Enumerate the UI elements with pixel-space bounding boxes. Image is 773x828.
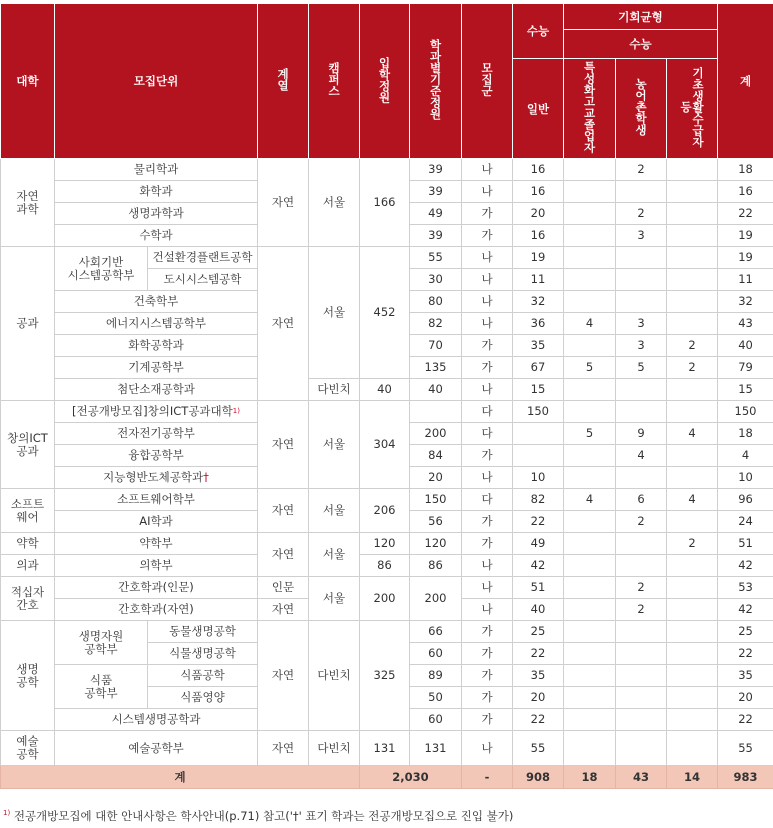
total-cell: 16 bbox=[718, 181, 773, 203]
campus-cell: 서울 bbox=[309, 533, 360, 577]
farming-cell: 2 bbox=[616, 511, 667, 533]
campus-cell: 서울 bbox=[309, 577, 360, 621]
dept-quota-cell: 55 bbox=[410, 247, 462, 269]
total-cell: 4 bbox=[718, 445, 773, 467]
total-cell: 18 bbox=[718, 159, 773, 181]
parent-unit: 사회기반 시스템공학부 bbox=[55, 247, 148, 291]
group-cell: 나 bbox=[462, 555, 513, 577]
unit-name: 간호학과(자연) bbox=[55, 599, 258, 621]
header-college: 대학 bbox=[1, 4, 55, 159]
quota-cell: 325 bbox=[360, 621, 410, 731]
table-row bbox=[1, 159, 773, 181]
quota-cell: 200 bbox=[360, 577, 410, 621]
campus-cell: 서울 bbox=[309, 489, 360, 533]
special-cell bbox=[564, 445, 616, 467]
table-row bbox=[1, 533, 773, 555]
header-unit: 모집단위 bbox=[55, 4, 258, 159]
unit-name: 융합공학부 bbox=[55, 445, 258, 467]
farming-cell bbox=[616, 401, 667, 423]
unit-name: 첨단소재공학과 bbox=[55, 379, 258, 401]
dept-quota-cell: 60 bbox=[410, 709, 462, 731]
table-row bbox=[1, 379, 773, 401]
general-cell: 49 bbox=[513, 533, 564, 555]
general-cell: 55 bbox=[513, 731, 564, 766]
total-label: 계 bbox=[1, 766, 360, 789]
group-cell: 나 bbox=[462, 467, 513, 489]
unit-name: 동물생명공학 bbox=[148, 621, 258, 643]
header-farming: 농어촌학생 bbox=[616, 59, 667, 159]
dept-quota-cell: 80 bbox=[410, 291, 462, 313]
total-special: 18 bbox=[564, 766, 616, 789]
basic-living-cell bbox=[667, 665, 718, 687]
dept-quota-cell: 60 bbox=[410, 643, 462, 665]
unit-name: 소프트웨어학부 bbox=[55, 489, 258, 511]
general-cell: 22 bbox=[513, 511, 564, 533]
unit-name: 화학과 bbox=[55, 181, 258, 203]
special-cell bbox=[564, 181, 616, 203]
group-cell: 가 bbox=[462, 533, 513, 555]
total-cell: 35 bbox=[718, 665, 773, 687]
total-cell: 32 bbox=[718, 291, 773, 313]
dept-quota-cell: 86 bbox=[410, 555, 462, 577]
group-cell: 가 bbox=[462, 511, 513, 533]
special-cell bbox=[564, 379, 616, 401]
group-cell: 가 bbox=[462, 225, 513, 247]
farming-cell bbox=[616, 247, 667, 269]
special-cell bbox=[564, 599, 616, 621]
basic-living-cell bbox=[667, 203, 718, 225]
general-cell: 36 bbox=[513, 313, 564, 335]
table-row bbox=[1, 247, 773, 269]
group-cell: 나 bbox=[462, 291, 513, 313]
group-cell: 나 bbox=[462, 577, 513, 599]
general-cell bbox=[513, 445, 564, 467]
farming-cell: 5 bbox=[616, 357, 667, 379]
dept-quota-cell: 39 bbox=[410, 225, 462, 247]
basic-living-cell bbox=[667, 555, 718, 577]
farming-cell bbox=[616, 269, 667, 291]
general-cell: 40 bbox=[513, 599, 564, 621]
basic-living-cell bbox=[667, 181, 718, 203]
farming-cell: 2 bbox=[616, 203, 667, 225]
unit-name: 간호학과(인문) bbox=[55, 577, 258, 599]
special-cell bbox=[564, 709, 616, 731]
quota-cell: 206 bbox=[360, 489, 410, 533]
farming-cell: 6 bbox=[616, 489, 667, 511]
basic-living-cell: 4 bbox=[667, 489, 718, 511]
farming-cell bbox=[616, 621, 667, 643]
college-name: 약학 bbox=[1, 533, 55, 555]
unit-name: 약학부 bbox=[55, 533, 258, 555]
general-cell: 51 bbox=[513, 577, 564, 599]
farming-cell bbox=[616, 291, 667, 313]
table-row bbox=[1, 731, 773, 766]
total-cell: 18 bbox=[718, 423, 773, 445]
farming-cell: 3 bbox=[616, 313, 667, 335]
general-cell: 20 bbox=[513, 687, 564, 709]
total-cell: 22 bbox=[718, 643, 773, 665]
special-cell bbox=[564, 621, 616, 643]
farming-cell bbox=[616, 731, 667, 766]
general-cell: 150 bbox=[513, 401, 564, 423]
table-row bbox=[1, 401, 773, 423]
unit-name: 수학과 bbox=[55, 225, 258, 247]
dept-quota-cell bbox=[410, 401, 462, 423]
special-cell bbox=[564, 291, 616, 313]
general-cell: 19 bbox=[513, 247, 564, 269]
group-cell: 나 bbox=[462, 159, 513, 181]
basic-living-cell bbox=[667, 445, 718, 467]
dept-quota-cell: 131 bbox=[410, 731, 462, 766]
general-cell: 42 bbox=[513, 555, 564, 577]
basic-living-cell bbox=[667, 313, 718, 335]
group-cell: 나 bbox=[462, 181, 513, 203]
general-cell: 22 bbox=[513, 709, 564, 731]
basic-living-cell bbox=[667, 269, 718, 291]
college-name: 소프트 웨어 bbox=[1, 489, 55, 533]
header-total: 계 bbox=[718, 4, 773, 159]
unit-name: 식물생명공학 bbox=[148, 643, 258, 665]
group-cell: 가 bbox=[462, 621, 513, 643]
special-cell bbox=[564, 247, 616, 269]
total-cell: 42 bbox=[718, 555, 773, 577]
basic-living-cell bbox=[667, 467, 718, 489]
special-cell: 5 bbox=[564, 423, 616, 445]
track-cell: 자연 bbox=[258, 489, 309, 533]
total-cell: 150 bbox=[718, 401, 773, 423]
header-campus: 캠퍼스 bbox=[309, 4, 360, 159]
group-cell: 가 bbox=[462, 665, 513, 687]
total-cell: 10 bbox=[718, 467, 773, 489]
group-cell: 나 bbox=[462, 269, 513, 291]
group-cell: 다 bbox=[462, 423, 513, 445]
general-cell: 67 bbox=[513, 357, 564, 379]
farming-cell: 2 bbox=[616, 599, 667, 621]
farming-cell: 4 bbox=[616, 445, 667, 467]
basic-living-cell bbox=[667, 731, 718, 766]
track-cell: 자연 bbox=[258, 599, 309, 621]
total-cell: 55 bbox=[718, 731, 773, 766]
total-farming: 43 bbox=[616, 766, 667, 789]
header-group: 모집군 bbox=[462, 4, 513, 159]
group-cell: 가 bbox=[462, 687, 513, 709]
special-cell bbox=[564, 335, 616, 357]
quota-cell: 86 bbox=[360, 555, 410, 577]
general-cell: 22 bbox=[513, 643, 564, 665]
unit-name: 물리학과 bbox=[55, 159, 258, 181]
basic-living-cell bbox=[667, 159, 718, 181]
header-suneung: 수능 bbox=[513, 4, 564, 59]
special-cell bbox=[564, 555, 616, 577]
total-basic-living: 14 bbox=[667, 766, 718, 789]
table-row bbox=[1, 555, 773, 577]
group-cell: 가 bbox=[462, 203, 513, 225]
college-name: 의과 bbox=[1, 555, 55, 577]
quota-cell: 120 bbox=[360, 533, 410, 555]
group-cell: 나 bbox=[462, 599, 513, 621]
general-cell: 15 bbox=[513, 379, 564, 401]
total-cell: 15 bbox=[718, 379, 773, 401]
special-cell bbox=[564, 511, 616, 533]
unit-name: 기계공학부 bbox=[55, 357, 258, 379]
farming-cell bbox=[616, 379, 667, 401]
track-cell: 자연 bbox=[258, 533, 309, 577]
unit-name: 식품영양 bbox=[148, 687, 258, 709]
unit-name: 의학부 bbox=[55, 555, 258, 577]
unit-name: 에너지시스템공학부 bbox=[55, 313, 258, 335]
college-name: 예술 공학 bbox=[1, 731, 55, 766]
basic-living-cell bbox=[667, 247, 718, 269]
campus-cell: 서울 bbox=[309, 247, 360, 379]
parent-unit: 생명자원 공학부 bbox=[55, 621, 148, 665]
farming-cell: 9 bbox=[616, 423, 667, 445]
group-cell: 다 bbox=[462, 489, 513, 511]
footnote bbox=[3, 808, 513, 824]
special-cell bbox=[564, 225, 616, 247]
farming-cell: 2 bbox=[616, 577, 667, 599]
total-cell: 20 bbox=[718, 687, 773, 709]
unit-name: 건축학부 bbox=[55, 291, 258, 313]
header-special-vocational: 특성화고교졸업자 bbox=[564, 59, 616, 159]
college-name: 창의ICT 공과 bbox=[1, 401, 55, 489]
basic-living-cell: 2 bbox=[667, 335, 718, 357]
basic-living-cell bbox=[667, 511, 718, 533]
group-cell: 나 bbox=[462, 379, 513, 401]
general-cell: 20 bbox=[513, 203, 564, 225]
general-cell: 35 bbox=[513, 665, 564, 687]
campus-cell: 다빈치 bbox=[309, 731, 360, 766]
college-name: 공과 bbox=[1, 247, 55, 401]
unit-name: 도시시스템공학 bbox=[148, 269, 258, 291]
dept-quota-cell: 49 bbox=[410, 203, 462, 225]
footnote-mark: 1) bbox=[3, 809, 11, 818]
track-cell: 자연 bbox=[258, 401, 309, 489]
special-cell bbox=[564, 203, 616, 225]
special-cell bbox=[564, 731, 616, 766]
special-cell bbox=[564, 687, 616, 709]
unit-name: 전자전기공학부 bbox=[55, 423, 258, 445]
total-cell: 22 bbox=[718, 709, 773, 731]
quota-cell: 40 bbox=[360, 379, 410, 401]
special-cell bbox=[564, 467, 616, 489]
unit-name: 예술공학부 bbox=[55, 731, 258, 766]
quota-cell: 304 bbox=[360, 401, 410, 489]
campus-cell: 서울 bbox=[309, 159, 360, 247]
dept-quota-cell: 56 bbox=[410, 511, 462, 533]
basic-living-cell bbox=[667, 599, 718, 621]
dept-quota-cell: 84 bbox=[410, 445, 462, 467]
unit-name: 화학공학과 bbox=[55, 335, 258, 357]
total-row bbox=[1, 766, 773, 789]
quota-cell: 166 bbox=[360, 159, 410, 247]
footnote-marker: 1) bbox=[232, 407, 240, 415]
dept-quota-cell: 39 bbox=[410, 159, 462, 181]
basic-living-cell: 2 bbox=[667, 357, 718, 379]
farming-cell: 3 bbox=[616, 335, 667, 357]
farming-cell bbox=[616, 181, 667, 203]
basic-living-cell bbox=[667, 709, 718, 731]
dept-quota-cell: 40 bbox=[410, 379, 462, 401]
header-track: 계열 bbox=[258, 4, 309, 159]
group-cell: 가 bbox=[462, 335, 513, 357]
basic-living-cell bbox=[667, 687, 718, 709]
farming-cell bbox=[616, 665, 667, 687]
group-cell: 가 bbox=[462, 643, 513, 665]
header-equal-opportunity: 기회균형 bbox=[564, 4, 718, 30]
table-row bbox=[1, 489, 773, 511]
special-cell: 5 bbox=[564, 357, 616, 379]
special-cell: 4 bbox=[564, 489, 616, 511]
header-basic-living: 기초생활수급자 등 bbox=[667, 59, 718, 159]
total-cell: 24 bbox=[718, 511, 773, 533]
farming-cell: 2 bbox=[616, 159, 667, 181]
unit-name: 생명과학과 bbox=[55, 203, 258, 225]
total-cell: 79 bbox=[718, 357, 773, 379]
general-cell: 82 bbox=[513, 489, 564, 511]
campus-cell: 서울 bbox=[309, 401, 360, 489]
basic-living-cell bbox=[667, 621, 718, 643]
admission-quota-table bbox=[0, 3, 773, 789]
special-cell bbox=[564, 159, 616, 181]
college-name: 적십자 간호 bbox=[1, 577, 55, 621]
special-cell bbox=[564, 665, 616, 687]
dept-quota-cell: 200 bbox=[410, 423, 462, 445]
dept-quota-cell: 82 bbox=[410, 313, 462, 335]
total-cell: 43 bbox=[718, 313, 773, 335]
general-cell: 16 bbox=[513, 225, 564, 247]
quota-cell: 452 bbox=[360, 247, 410, 379]
basic-living-cell bbox=[667, 379, 718, 401]
general-cell: 16 bbox=[513, 181, 564, 203]
total-group: - bbox=[462, 766, 513, 789]
total-cell: 19 bbox=[718, 225, 773, 247]
basic-living-cell bbox=[667, 225, 718, 247]
dept-quota-cell: 89 bbox=[410, 665, 462, 687]
total-cell: 11 bbox=[718, 269, 773, 291]
general-cell: 11 bbox=[513, 269, 564, 291]
total-cell: 22 bbox=[718, 203, 773, 225]
total-cell: 96 bbox=[718, 489, 773, 511]
general-cell: 35 bbox=[513, 335, 564, 357]
track-cell: 자연 bbox=[258, 621, 309, 731]
total-sum: 983 bbox=[718, 766, 773, 789]
header-general: 일반 bbox=[513, 59, 564, 159]
header-dept-quota: 학과별기준정원 bbox=[410, 4, 462, 159]
track-cell: 인문 bbox=[258, 577, 309, 599]
track-cell: 자연 bbox=[258, 159, 309, 247]
general-cell: 16 bbox=[513, 159, 564, 181]
basic-living-cell bbox=[667, 577, 718, 599]
farming-cell bbox=[616, 709, 667, 731]
farming-cell bbox=[616, 643, 667, 665]
header-quota: 입학정원 bbox=[360, 4, 410, 159]
unit-name: 건설환경플랜트공학 bbox=[148, 247, 258, 269]
total-cell: 19 bbox=[718, 247, 773, 269]
basic-living-cell bbox=[667, 643, 718, 665]
special-cell bbox=[564, 643, 616, 665]
farming-cell bbox=[616, 533, 667, 555]
special-cell bbox=[564, 577, 616, 599]
unit-name: 지능형반도체공학과† bbox=[55, 467, 258, 489]
total-cell: 40 bbox=[718, 335, 773, 357]
farming-cell bbox=[616, 555, 667, 577]
track-cell: 자연 bbox=[258, 247, 309, 401]
dept-quota-cell: 135 bbox=[410, 357, 462, 379]
total-cell: 51 bbox=[718, 533, 773, 555]
group-cell: 가 bbox=[462, 445, 513, 467]
group-cell: 가 bbox=[462, 357, 513, 379]
dept-quota-cell: 39 bbox=[410, 181, 462, 203]
dept-quota-cell: 150 bbox=[410, 489, 462, 511]
dagger-marker: † bbox=[203, 470, 209, 484]
unit-name: 시스템생명공학과 bbox=[55, 709, 258, 731]
header-equal-suneung: 수능 bbox=[564, 30, 718, 59]
total-quota: 2,030 bbox=[360, 766, 462, 789]
footnote-text: 전공개방모집에 대한 안내사항은 학사안내(p.71) 참고('†' 표기 학과는 전공개방모집으로 진입 불가) bbox=[13, 809, 514, 823]
table-row bbox=[1, 621, 773, 643]
dept-quota-cell: 200 bbox=[410, 577, 462, 621]
college-name: 자연 과학 bbox=[1, 159, 55, 247]
group-cell: 나 bbox=[462, 313, 513, 335]
dept-quota-cell: 50 bbox=[410, 687, 462, 709]
dept-quota-cell: 20 bbox=[410, 467, 462, 489]
track-cell: 자연 bbox=[258, 731, 309, 766]
parent-unit: 식품 공학부 bbox=[55, 665, 148, 709]
dept-quota-cell: 66 bbox=[410, 621, 462, 643]
basic-living-cell: 2 bbox=[667, 533, 718, 555]
farming-cell: 3 bbox=[616, 225, 667, 247]
quota-cell: 131 bbox=[360, 731, 410, 766]
group-cell: 나 bbox=[462, 731, 513, 766]
group-cell: 가 bbox=[462, 709, 513, 731]
dept-quota-cell: 70 bbox=[410, 335, 462, 357]
total-cell: 53 bbox=[718, 577, 773, 599]
general-cell: 25 bbox=[513, 621, 564, 643]
unit-name: 식품공학 bbox=[148, 665, 258, 687]
special-cell bbox=[564, 533, 616, 555]
special-cell bbox=[564, 269, 616, 291]
unit-name: AI학과 bbox=[55, 511, 258, 533]
farming-cell bbox=[616, 467, 667, 489]
general-cell bbox=[513, 423, 564, 445]
total-general: 908 bbox=[513, 766, 564, 789]
special-cell: 4 bbox=[564, 313, 616, 335]
campus-cell: 다빈치 bbox=[309, 379, 360, 401]
table-row bbox=[1, 577, 773, 599]
group-cell: 나 bbox=[462, 247, 513, 269]
total-cell: 42 bbox=[718, 599, 773, 621]
special-cell bbox=[564, 401, 616, 423]
basic-living-cell bbox=[667, 291, 718, 313]
campus-cell: 다빈치 bbox=[309, 621, 360, 731]
basic-living-cell: 4 bbox=[667, 423, 718, 445]
college-name: 생명 공학 bbox=[1, 621, 55, 731]
general-cell: 32 bbox=[513, 291, 564, 313]
basic-living-cell bbox=[667, 401, 718, 423]
farming-cell bbox=[616, 687, 667, 709]
unit-name: [전공개방모집]창의ICT공과대학$^{1)}$ bbox=[55, 401, 258, 423]
group-cell: 다 bbox=[462, 401, 513, 423]
total-cell: 25 bbox=[718, 621, 773, 643]
general-cell: 10 bbox=[513, 467, 564, 489]
dept-quota-cell: 120 bbox=[410, 533, 462, 555]
dept-quota-cell: 30 bbox=[410, 269, 462, 291]
